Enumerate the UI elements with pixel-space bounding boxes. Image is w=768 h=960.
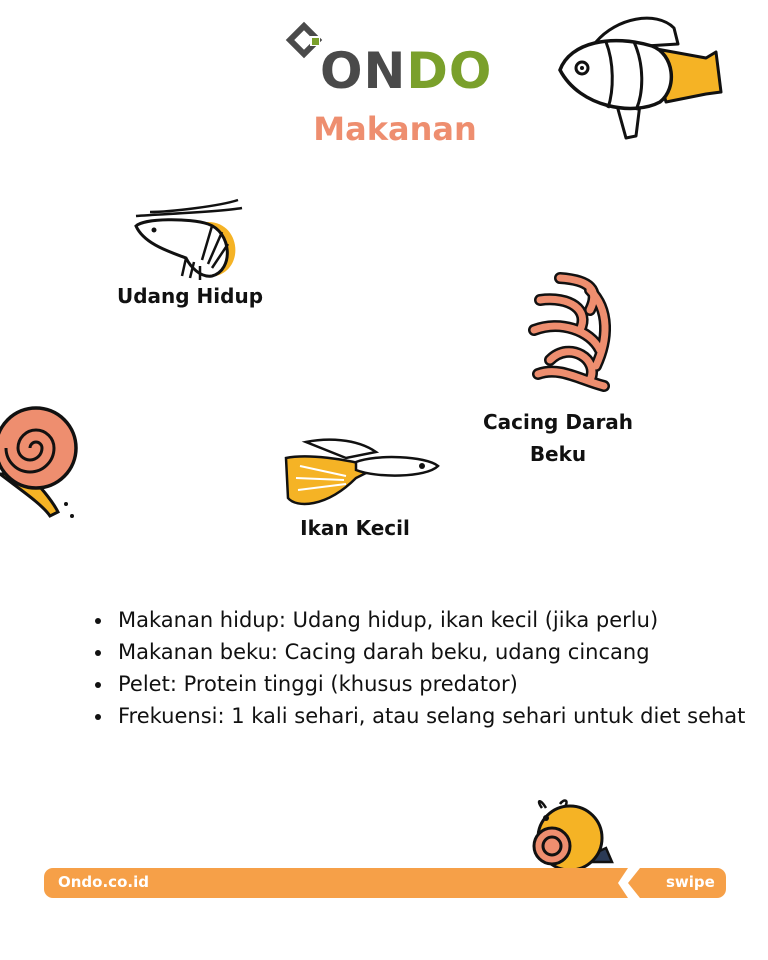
- feeding-info-list: [84, 604, 754, 732]
- list-item: • Makanan beku: Cacing darah beku, udang cincang: [114, 636, 754, 668]
- bloodworm-icon: [520, 270, 620, 396]
- swipe-button[interactable]: swipe: [666, 873, 715, 891]
- guppy-icon: [286, 438, 446, 508]
- food-label-bloodworm: Cacing Darah Beku: [482, 410, 634, 466]
- ondo-logo: [288, 24, 493, 100]
- page-title: Makanan: [313, 110, 477, 148]
- footer-site-link[interactable]: Ondo.co.id: [58, 873, 149, 891]
- food-label-guppy: Ikan Kecil: [300, 516, 410, 540]
- list-item: • Frekuensi: 1 kali sehari, atau selang sehari untuk diet sehat: [114, 700, 754, 732]
- logo-text-on: ON: [320, 42, 407, 100]
- angelfish-icon: [556, 12, 726, 142]
- logo-wordmark: [320, 42, 493, 100]
- shrimp-icon: [130, 196, 250, 282]
- food-label-shrimp: Udang Hidup: [116, 284, 264, 308]
- logo-text-do: DO: [406, 42, 493, 100]
- list-item: • Makanan hidup: Udang hidup, ikan kecil (jika perlu): [114, 604, 754, 636]
- snail-left-icon: [0, 404, 82, 524]
- list-item: • Pelet: Protein tinggi (khusus predator): [114, 668, 754, 700]
- snail-bottom-icon: [526, 798, 616, 870]
- swipe-arrow-icon: [610, 862, 670, 904]
